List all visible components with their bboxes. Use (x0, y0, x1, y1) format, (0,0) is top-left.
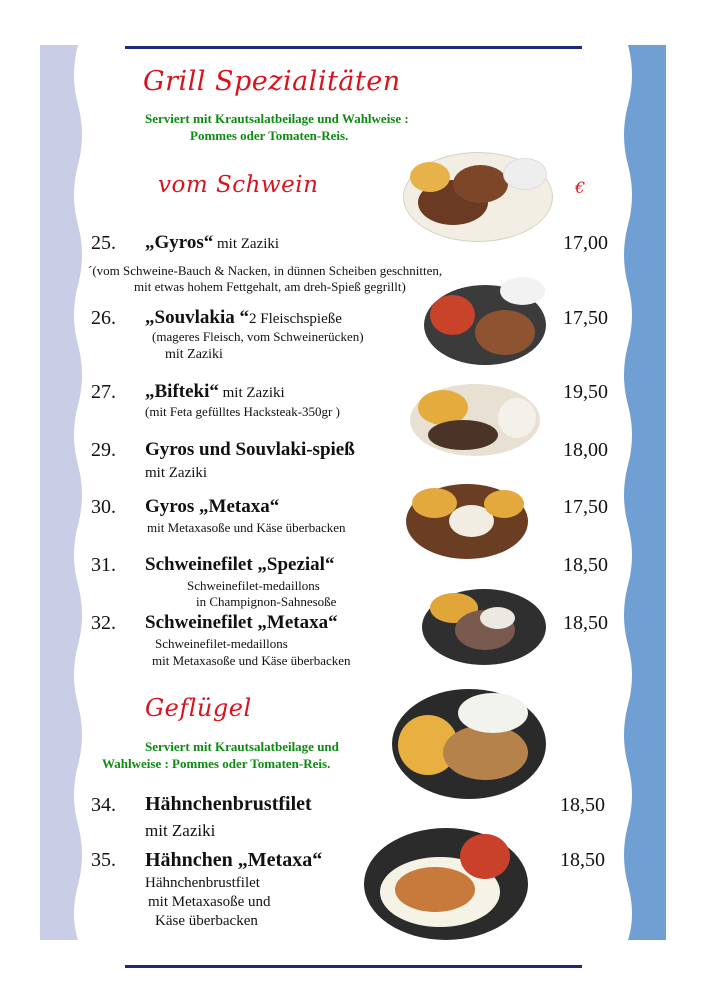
item-29-title: Gyros und Souvlaki-spieß (145, 439, 355, 460)
item-29-desc-1: mit Zaziki (145, 465, 208, 481)
item-27-number: 27. (91, 381, 116, 403)
item-30-title: Gyros „Metaxa“ (145, 496, 280, 517)
item-26-desc-2: mit Zaziki (165, 347, 223, 362)
item-31-desc-2: in Champignon-Sahnesoße (196, 594, 337, 609)
item-26-price: 17,50 (563, 307, 608, 329)
gyros-metaxa-photo (404, 480, 530, 562)
item-27-title: „Bifteki“ mit Zaziki (145, 381, 285, 402)
item-32-desc-2: mit Metaxasoße und Käse überbacken (152, 653, 351, 668)
haehnchen-metaxa-photo (360, 822, 532, 944)
item-29-price: 18,00 (563, 439, 608, 461)
item-35-desc-3: Käse überbacken (155, 913, 258, 929)
item-34-number: 34. (91, 794, 116, 816)
bottom-rule (125, 965, 582, 968)
grill-note-1: Serviert mit Krautsalatbeilage und Wahlweise : (145, 111, 409, 126)
item-30-desc-1: mit Metaxasoße und Käse überbacken (147, 520, 346, 535)
schweinefilet-photo (420, 585, 548, 667)
item-32-number: 32. (91, 612, 116, 634)
right-wave-border (622, 45, 666, 940)
item-27-price: 19,50 (563, 381, 608, 403)
item-31-number: 31. (91, 554, 116, 576)
schwein-title: vom Schwein (158, 172, 319, 198)
item-35-number: 35. (91, 849, 116, 871)
item-25-desc-2: mit etwas hohem Fettgehalt, am dreh-Spieß gegrillt) (134, 279, 406, 294)
item-25-desc-1: ´(vom Schweine-Bauch & Nacken, in dünnen Scheiben geschnitten, (88, 263, 443, 278)
item-35-desc-2: mit Metaxasoße und (148, 894, 271, 910)
gefluegel-title: Geflügel (145, 694, 252, 722)
item-25-title: „Gyros“ mit Zaziki (145, 232, 280, 253)
item-31-desc-1: Schweinefilet-medaillons (187, 578, 320, 593)
item-26-desc-1: (mageres Fleisch, vom Schweinerücken) (152, 329, 364, 344)
item-31-price: 18,50 (563, 554, 608, 576)
item-30-price: 17,50 (563, 496, 608, 518)
item-32-price: 18,50 (563, 612, 608, 634)
item-30-number: 30. (91, 496, 116, 518)
item-34-desc-1: mit Zaziki (145, 821, 216, 840)
item-25-price: 17,00 (563, 232, 608, 254)
item-32-desc-1: Schweinefilet-medaillons (155, 636, 288, 651)
gefluegel-note-2: Wahlweise : Pommes oder Tomaten-Reis. (102, 756, 331, 771)
grill-title: Grill Spezialitäten (143, 66, 401, 97)
bifteki-photo (408, 378, 543, 460)
item-25-number: 25. (91, 232, 116, 254)
gefluegel-note-1: Serviert mit Krautsalatbeilage und (145, 739, 339, 754)
item-32-title: Schweinefilet „Metaxa“ (145, 612, 338, 633)
item-35-price: 18,50 (560, 849, 605, 871)
item-27-desc-1: (mit Feta gefülltes Hacksteak-350gr ) (145, 404, 340, 419)
item-34-title: Hähnchenbrustfilet (145, 793, 312, 815)
left-wave-border (40, 45, 84, 940)
top-rule (125, 46, 582, 49)
gefluegel-photo (388, 685, 550, 803)
grill-note-2: Pommes oder Tomaten-Reis. (190, 128, 349, 143)
item-26-number: 26. (91, 307, 116, 329)
item-35-title: Hähnchen „Metaxa“ (145, 849, 323, 871)
item-35-desc-1: Hähnchenbrustfilet (145, 875, 260, 891)
item-26-title: „Souvlakia “2 Fleischspieße (145, 307, 342, 328)
item-31-title: Schweinefilet „Spezial“ (145, 554, 335, 575)
souvlakia-photo (420, 275, 548, 370)
gyros-photo (398, 150, 556, 242)
item-34-price: 18,50 (560, 794, 605, 816)
currency-symbol: € (575, 178, 586, 197)
item-29-number: 29. (91, 439, 116, 461)
